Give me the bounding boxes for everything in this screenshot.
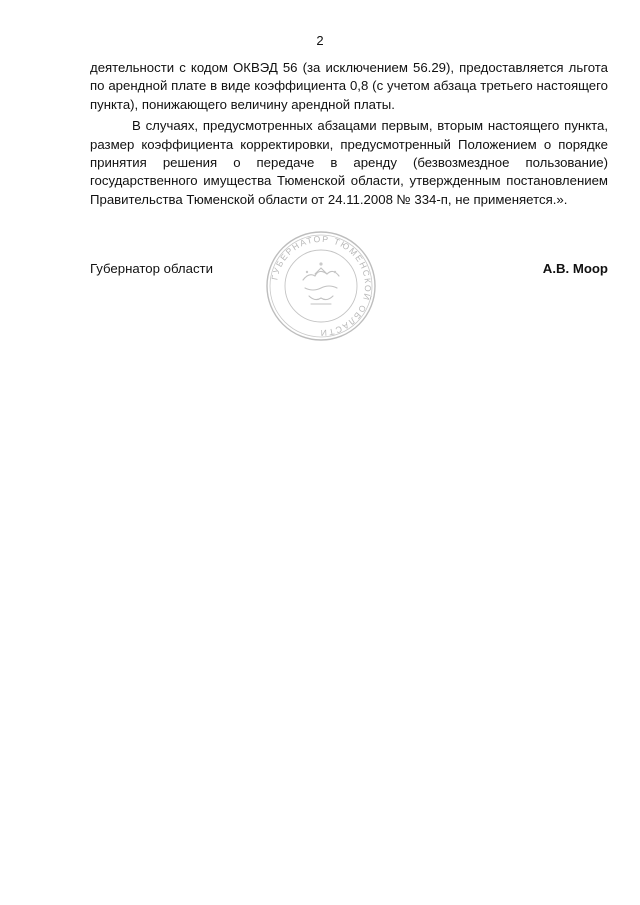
svg-text:ГУБЕРНАТОР ТЮМЕНСКОЙ ОБЛАСТИ: ГУБЕРНАТОР ТЮМЕНСКОЙ ОБЛАСТИ — [269, 233, 374, 339]
signer-title: Губернатор области — [90, 261, 213, 276]
signature-block — [90, 260, 608, 282]
page-number: 2 — [316, 33, 324, 48]
official-seal-stamp — [265, 230, 377, 342]
signer-name: А.В. Моор — [542, 261, 608, 276]
document-body — [90, 59, 608, 209]
paragraph-continuation: деятельности с кодом ОКВЭД 56 (за исключением 56.29), предоставляется льгота по арендной плате в виде коэффициента 0,8 (с учетом абзаца третьего настоящего пункта), понижающего величину арендной платы. — [90, 60, 608, 112]
paragraph-exceptions: В случаях, предусмотренных абзацами первым, вторым настоящего пункта, размер коэффициента корректировки, предусмотренный Положением о порядке принятия решения о передаче в аренду (безвозмездное пользование) государственного имущества Тюменской области, утвержденным постановлением Правительства Тюменской области от 24.11.2008 № 334-п, не применяется.». — [90, 118, 608, 207]
